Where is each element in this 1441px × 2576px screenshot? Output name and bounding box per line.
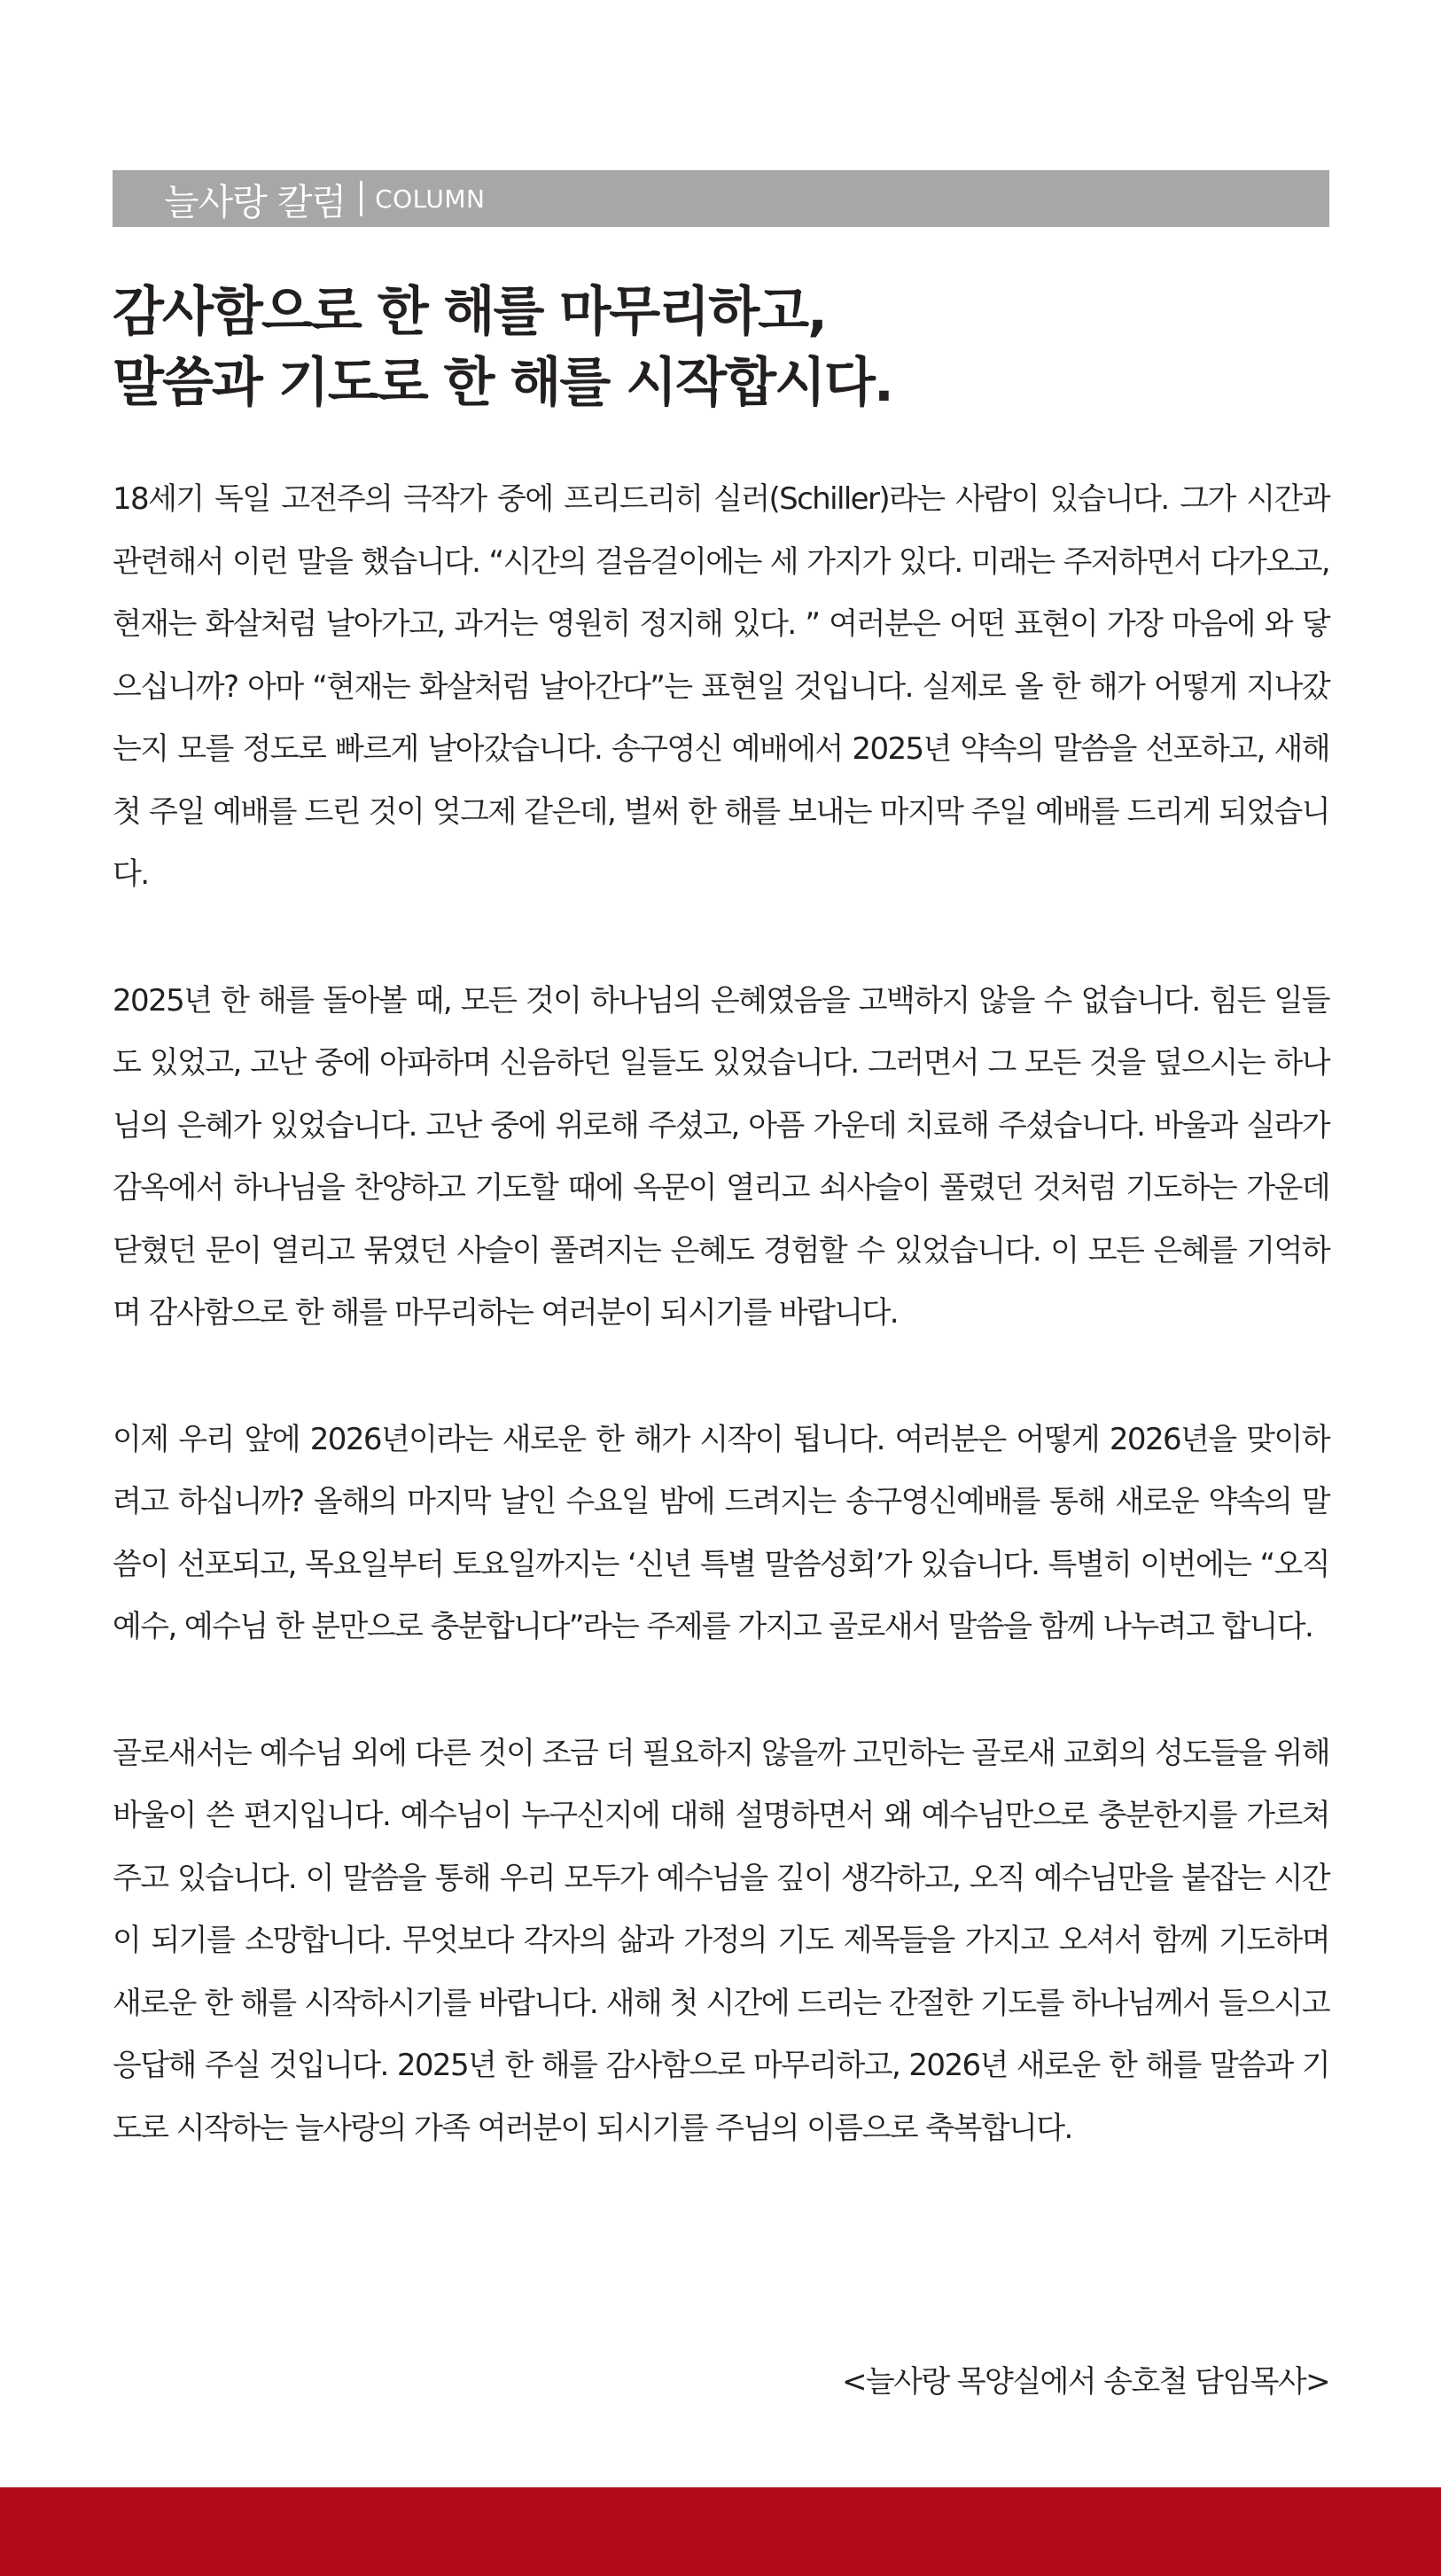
headline-line-2: 말씀과 기도로 한 해를 시작합시다. (113, 352, 892, 414)
column-header-title: 늘사랑 칼럼 (164, 180, 347, 223)
body-paragraph-1: 18세기 독일 고전주의 극작가 중에 프리드리히 실러(Schiller)라는 사람이 있습니다. 그가 시간과 관련해서 이런 말을 했습니다. “시간의 걸음걸이에는 세 가지가 있다. 미래는 주저하면서 다가오고, 현재는 화살처럼 날아가고, 과거는 영원히 정지해 있다. ” 여러분은 어떤 표현이 가장 마음에 와 닿으십니까? 아마 “현재는 화살처럼 날아간다”는 표현일 것입니다. 실제로 올 한 해가 어떻게 지나갔는지 모를 정도로 빠르게 날아갔습니다. 송구영신 예배에서 2025년 약속의 말씀을 선포하고, 새해 첫 주일 예배를 드린 것이 엊그제 같은데, 벌써 한 해를 보내는 마지막 주일 예배를 드리게 되었습니다. (113, 481, 1329, 892)
footer-bar (0, 2487, 1441, 2576)
column-body (113, 468, 1329, 2159)
body-paragraph-2: 2025년 한 해를 돌아볼 때, 모든 것이 하나님의 은혜였음을 고백하지 않을 수 없습니다. 힘든 일들도 있었고, 고난 중에 아파하며 신음하던 일들도 있었습니다. 그러면서 그 모든 것을 덮으시는 하나님의 은혜가 있었습니다. 고난 중에 위로해 주셨고, 아픔 가운데 치료해 주셨습니다. 바울과 실라가 감옥에서 하나님을 찬양하고 기도할 때에 옥문이 열리고 쇠사슬이 풀렸던 것처럼 기도하는 가운데 닫혔던 문이 열리고 묶였던 사슬이 풀려지는 은혜도 경험할 수 있었습니다. 이 모든 은혜를 기억하며 감사함으로 한 해를 마무리하는 여러분이 되시기를 바랍니다. (113, 982, 1329, 1331)
headline-line-1: 감사함으로 한 해를 마무리하고, (113, 281, 826, 343)
body-paragraph-3: 이제 우리 앞에 2026년이라는 새로운 한 해가 시작이 됩니다. 여러분은 어떻게 2026년을 맞이하려고 하십니까? 올해의 마지막 날인 수요일 밤에 드려지는 송구영신예배를 통해 새로운 약속의 말씀이 선포되고, 목요일부터 토요일까지는 ‘신년 특별 말씀성회’가 있습니다. 특별히 이번에는 “오직 예수, 예수님 한 분만으로 충분합니다”라는 주제를 가지고 골로새서 말씀을 함께 나누려고 합니다. (113, 1421, 1329, 1644)
body-paragraph-4: 골로새서는 예수님 외에 다른 것이 조금 더 필요하지 않을까 고민하는 골로새 교회의 성도들을 위해 바울이 쓴 편지입니다. 예수님이 누구신지에 대해 설명하면서 왜 예수님만으로 충분한지를 가르쳐 주고 있습니다. 이 말씀을 통해 우리 모두가 예수님을 깊이 생각하고, 오직 예수님만을 붙잡는 시간이 되기를 소망합니다. 무엇보다 각자의 삶과 가정의 기도 제목들을 가지고 오셔서 함께 기도하며 새로운 한 해를 시작하시기를 바랍니다. 새해 첫 시간에 드리는 간절한 기도를 하나님께서 들으시고 응답해 주실 것입니다. 2025년 한 해를 감사함으로 마무리하고, 2026년 새로운 한 해를 말씀과 기도로 시작하는 늘사랑의 가족 여러분이 되시기를 주님의 이름으로 축복합니다. (113, 1735, 1329, 2146)
column-header-bar (113, 170, 1329, 227)
column-header-subtitle: COLUMN (375, 183, 486, 214)
column-headline (113, 277, 1329, 418)
author-signature: <늘사랑 목양실에서 송호철 담임목사> (841, 2364, 1329, 2400)
header-divider (360, 181, 362, 216)
